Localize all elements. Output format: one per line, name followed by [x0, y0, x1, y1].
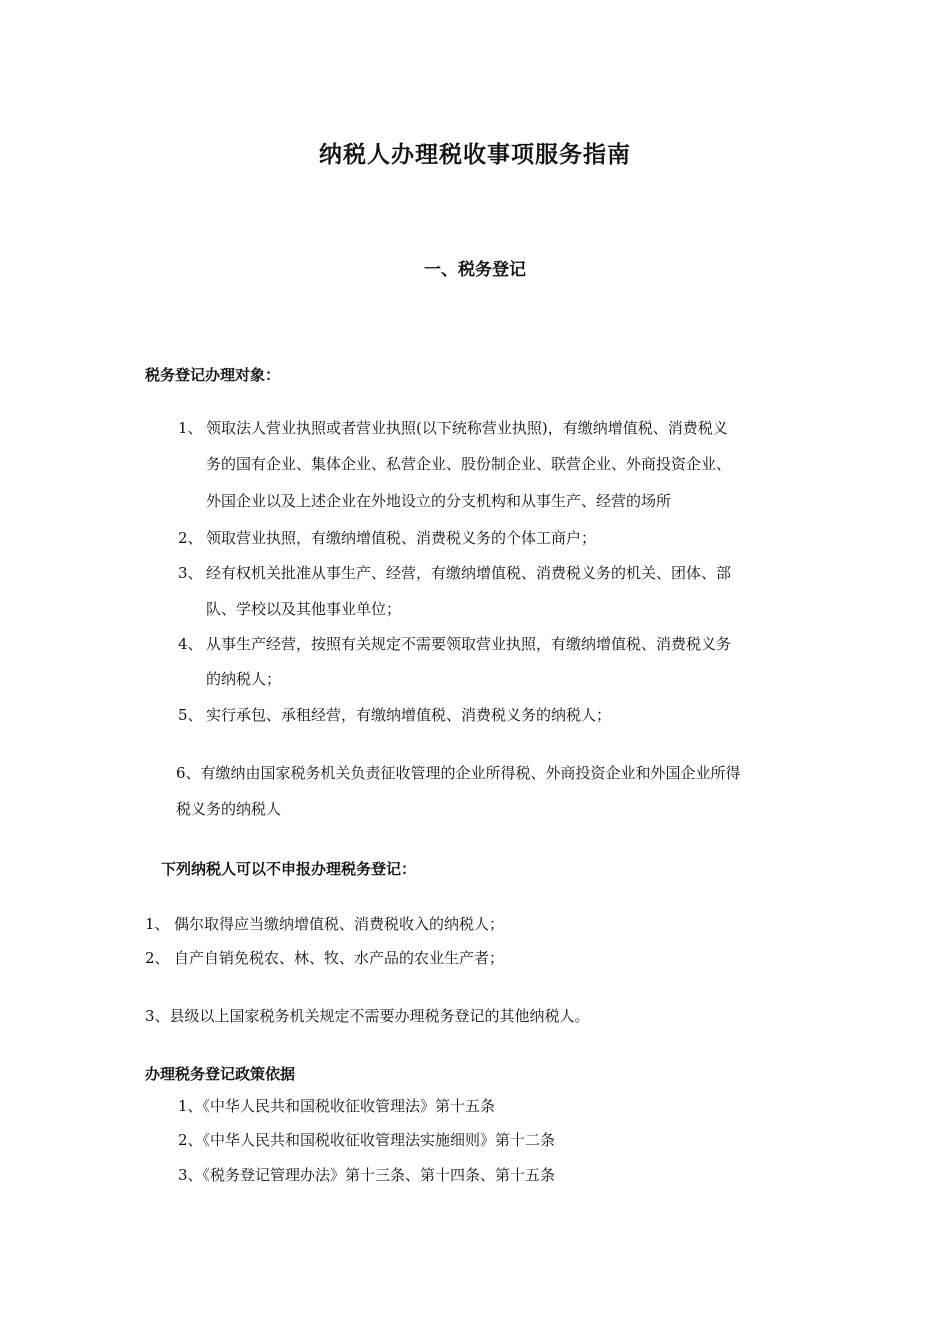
item-text-line: 实行承包、承租经营，有缴纳增值税、消费税义务的纳税人；	[206, 706, 612, 724]
item-text-line: 务的国有企业、集体企业、私营企业、股份制企业、联营企业、外商投资企业、	[206, 455, 732, 473]
item-text-line: 经有权机关批准从事生产、经营，有缴纳增值税、消费税义务的机关、团体、部	[206, 564, 732, 582]
item-number: 5、	[178, 706, 203, 724]
item-text-line: 自产自销免税农、林、牧、水产品的农业生产者；	[174, 949, 505, 967]
list-item: 1、《中华人民共和国税收征收管理法》第十五条	[178, 1097, 496, 1115]
list-item: 3、《税务登记管理办法》第十三条、第十四条、第十五条	[178, 1166, 556, 1184]
item-text-line: 队、学校以及其他事业单位；	[206, 600, 402, 618]
exempt-heading: 下列纳税人可以不申报办理税务登记：	[161, 860, 417, 878]
item-text-line: 3、县级以上国家税务机关规定不需要办理税务登记的其他纳税人。	[145, 1007, 590, 1025]
policy-heading: 办理税务登记政策依据	[145, 1065, 296, 1083]
item-text-line: 税义务的纳税人	[176, 800, 282, 818]
item-text-line: 外国企业以及上述企业在外地设立的分支机构和从事生产、经营的场所	[206, 492, 672, 510]
item-number: 4、	[178, 635, 203, 653]
item-number: 1、	[178, 419, 203, 437]
document-title: 纳税人办理税收事项服务指南	[319, 142, 631, 168]
item-text-line: 的纳税人；	[206, 670, 282, 688]
item-number: 2、	[178, 529, 203, 547]
item-text-line: 领取法人营业执照或者营业执照(以下统称营业执照)，有缴纳增值税、消费税义	[206, 419, 728, 437]
list-item: 2、《中华人民共和国税收征收管理法实施细则》第十二条	[178, 1131, 556, 1149]
objects-heading: 税务登记办理对象：	[145, 366, 281, 384]
section-title: 一、税务登记	[424, 260, 526, 280]
item-number: 3、	[178, 564, 203, 582]
item-number: 1、	[145, 915, 170, 933]
item-text-line: 从事生产经营，按照有关规定不需要领取营业执照，有缴纳增值税、消费税义务	[206, 635, 732, 653]
item-number: 2、	[145, 949, 170, 967]
item-text-line: 6、有缴纳由国家税务机关负责征收管理的企业所得税、外商投资企业和外国企业所得	[176, 764, 741, 782]
item-text-line: 偶尔取得应当缴纳增值税、消费税收入的纳税人；	[174, 915, 505, 933]
item-text-line: 领取营业执照，有缴纳增值税、消费税义务的个体工商户；	[206, 529, 597, 547]
